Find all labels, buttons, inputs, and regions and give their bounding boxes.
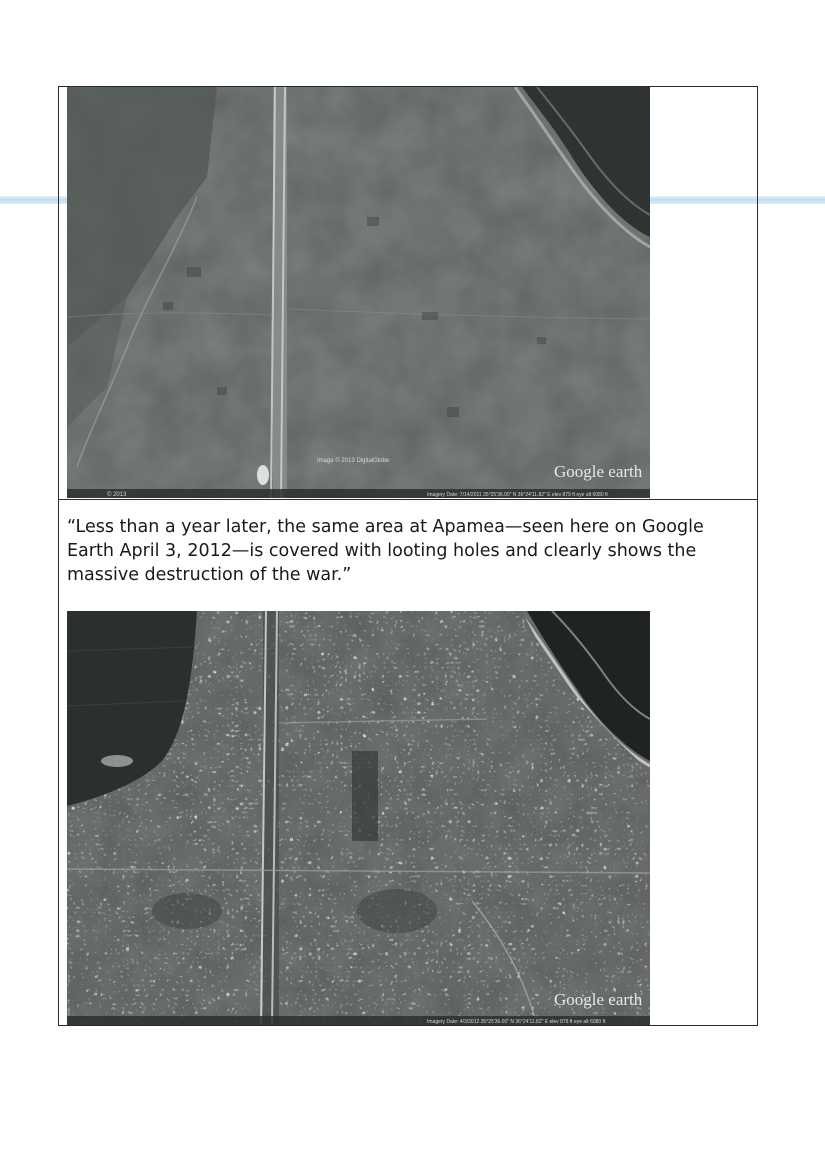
satellite-image-before bbox=[67, 87, 650, 498]
image-corner-copyright: © 2013 bbox=[107, 492, 127, 498]
table-divider bbox=[59, 499, 757, 500]
google-earth-watermark: Google earth bbox=[554, 990, 643, 1009]
satellite-image-before-graphic bbox=[67, 87, 650, 498]
figure-caption: “Less than a year later, the same area at Apamea—seen here on Google Earth April 3, 2012—is covered with looting holes and clearly shows the massive destruction of the war.” bbox=[67, 517, 704, 585]
imagery-status-bar: Imagery Date: 7/14/2011 35°25'36.00" N 36°24'11.82" E elev 879 ft eye alt 6080 ft bbox=[427, 492, 608, 498]
google-earth-watermark: Google earth bbox=[554, 462, 643, 481]
imagery-status-bar: Imagery Date: 4/3/2012 35°25'36.00" N 36°24'11.82" E elev 879 ft eye alt 6080 ft bbox=[427, 1019, 606, 1025]
satellite-image-after-graphic bbox=[67, 611, 650, 1025]
figure-table bbox=[58, 86, 758, 1026]
image-credit: Image © 2013 DigitalGlobe bbox=[317, 458, 390, 464]
satellite-image-after bbox=[67, 611, 650, 1025]
